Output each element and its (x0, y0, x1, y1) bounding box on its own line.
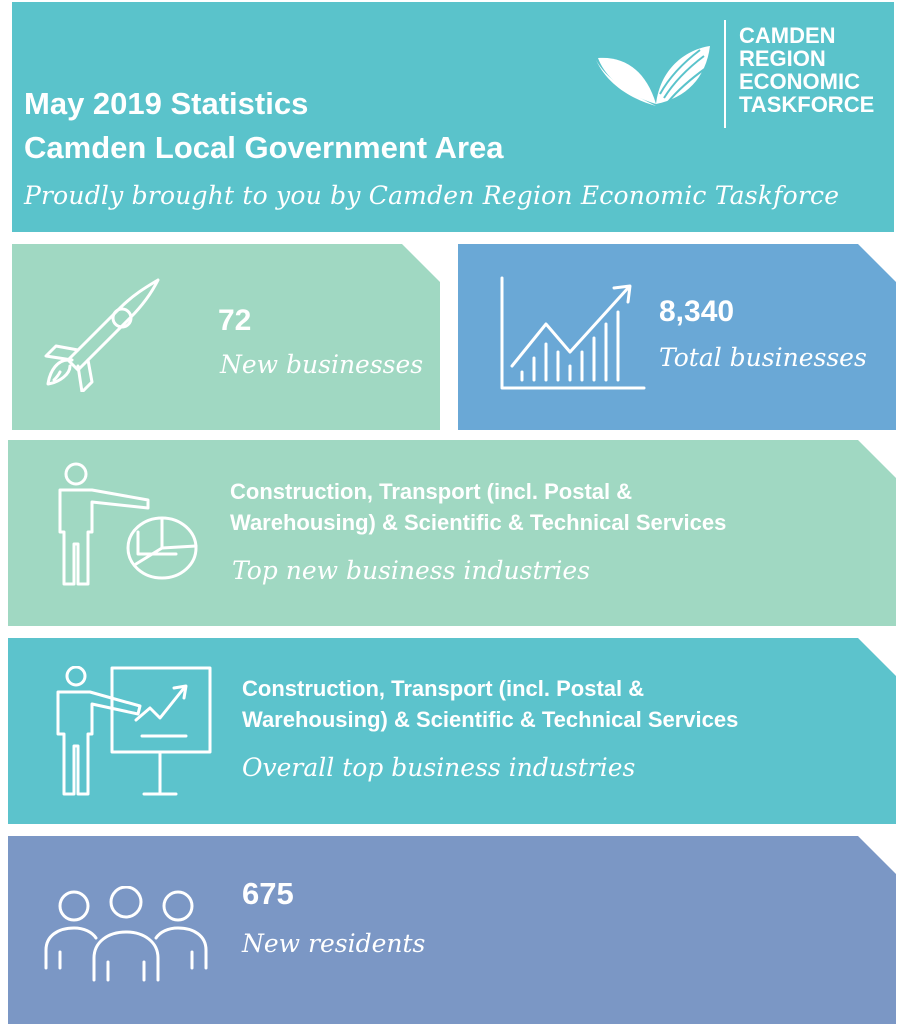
tagline: Proudly brought to you by Camden Region Economic Taskforce (24, 181, 840, 210)
logo-divider (724, 20, 726, 128)
corner-fold (858, 836, 896, 874)
logo-wordmark (739, 24, 874, 116)
page-title: May 2019 Statistics (24, 86, 309, 121)
new-residents-value: 675 (242, 876, 294, 911)
header-banner (12, 2, 894, 232)
new-residents-card (8, 836, 896, 1024)
top-new-industries-label: Top new business industries (232, 556, 591, 585)
new-residents-label: New residents (242, 929, 426, 958)
overall-industries-label: Overall top business industries (242, 753, 636, 782)
page-subtitle: Camden Local Government Area (24, 130, 504, 165)
people-group-icon (42, 886, 210, 982)
industries-line: Warehousing) & Scientific & Technical Services (230, 510, 727, 535)
logo-line: ECONOMIC (739, 69, 860, 94)
leaf-logo-icon (594, 40, 712, 113)
logo-line: REGION (739, 46, 826, 71)
logo-line: CAMDEN (739, 23, 836, 48)
overall-industries-text (242, 673, 738, 735)
presenter-whiteboard-icon (50, 666, 214, 800)
top-new-industries-text (230, 476, 726, 538)
corner-fold (858, 244, 896, 282)
new-businesses-label: New businesses (220, 350, 424, 379)
top-new-industries-card (8, 440, 896, 626)
new-businesses-value: 72 (218, 304, 252, 337)
corner-fold (858, 440, 896, 478)
bar-chart-trend-icon (498, 276, 646, 392)
new-businesses-card (12, 244, 440, 430)
presenter-pie-chart-icon (52, 462, 204, 592)
overall-industries-card (8, 638, 896, 824)
corner-fold (858, 638, 896, 676)
total-businesses-label: Total businesses (659, 343, 867, 372)
total-businesses-card (458, 244, 896, 430)
corner-fold (402, 244, 440, 282)
rocket-icon (38, 274, 164, 392)
total-businesses-value: 8,340 (659, 295, 735, 328)
industries-line: Warehousing) & Scientific & Technical Services (242, 707, 739, 732)
logo-line: TASKFORCE (739, 92, 875, 117)
industries-line: Construction, Transport (incl. Postal & (242, 676, 645, 701)
industries-line: Construction, Transport (incl. Postal & (230, 479, 633, 504)
